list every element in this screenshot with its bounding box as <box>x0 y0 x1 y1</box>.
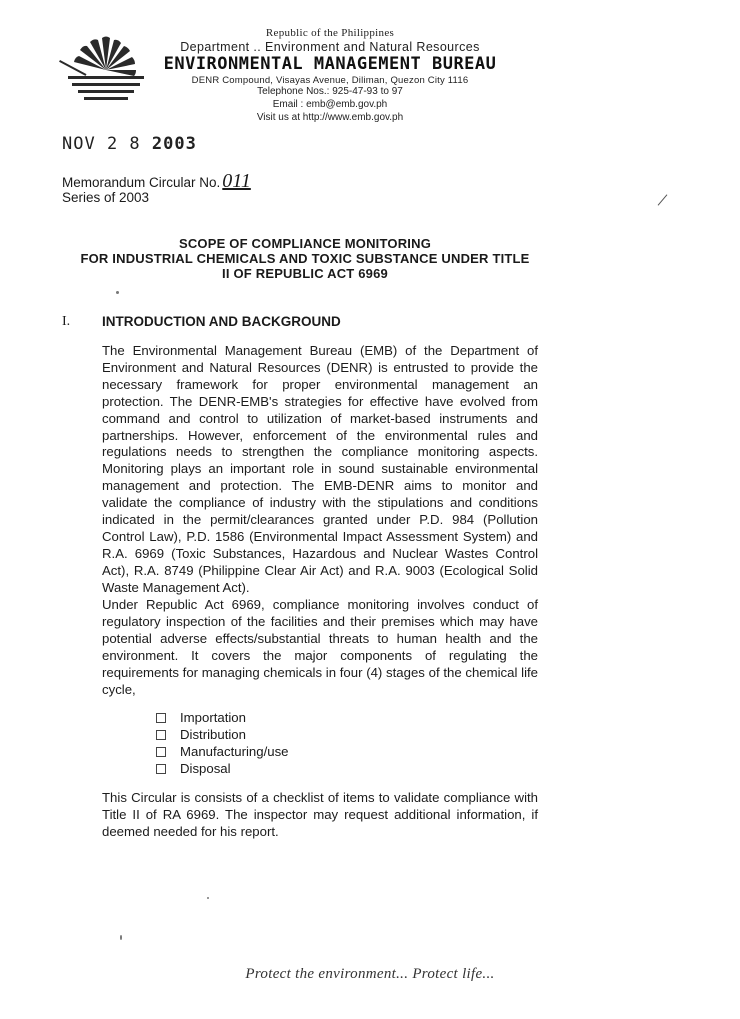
stage-label: Disposal <box>180 761 231 776</box>
letterhead-telephone: Telephone Nos.: 925-47-93 to 97 <box>257 86 403 97</box>
stage-label: Importation <box>180 710 246 725</box>
memo-label: Memorandum Circular No. <box>62 175 221 190</box>
scan-speck <box>207 897 209 899</box>
checkbox-square-icon <box>156 747 166 757</box>
scan-mark <box>658 194 668 205</box>
section-number: I. <box>62 314 71 329</box>
stage-label: Distribution <box>180 727 246 742</box>
checkbox-square-icon <box>156 713 166 723</box>
chemical-lifecycle-stages-list <box>156 709 289 777</box>
emb-logo-icon <box>58 30 154 112</box>
paragraph-ra6969: Under Republic Act 6969, compliance monitoring involves conduct of regulatory inspection of the facilities and their premises which may have potential adverse effects/substantial threats to human health and the environment. It covers the major components of regulating the requirements for managing chemicals in four (4) stages of the chemical life cycle, <box>102 597 538 697</box>
document-title-line-3: II OF REPUBLIC ACT 6969 <box>222 266 388 281</box>
checkbox-square-icon <box>156 730 166 740</box>
list-item <box>156 743 289 760</box>
letterhead-bureau: ENVIRONMENTAL MANAGEMENT BUREAU <box>163 54 497 74</box>
letterhead-email: Email : emb@emb.gov.ph <box>272 99 388 110</box>
scan-speck <box>120 935 122 940</box>
date-stamp-day: NOV 2 8 <box>62 134 141 154</box>
scan-speck <box>116 291 119 294</box>
letterhead-republic: Republic of the Philippines <box>265 27 395 39</box>
memo-series: Series of 2003 <box>62 190 150 205</box>
list-item <box>156 760 289 777</box>
document-title-line-1: SCOPE OF COMPLIANCE MONITORING <box>178 236 432 251</box>
date-stamp-year: 2003 <box>151 134 197 154</box>
paragraph-introduction: The Environmental Management Bureau (EMB) of the Department of Environment and Natural Resources (DENR) is entrusted to provide the necessary framework for proper environmental management an protection. The DENR-EMB's strategies for effective have evolved from command and control to utilization of market-based instruments and partnerships. However, enforcement of the environmental rules and regulations needs to strengthen the compliance monitoring aspects. Monitoring plays an important role in sound sustainable environmental management and protection. The EMB-DENR aims to monitor and validate the compliance of industry with the stipulations and conditions indicated in the permit/clearances granted under P.D. 984 (Pollution Control Law), P.D. 1586 (Environmental Impact Assessment System) and R.A. 6969 (Toxic Substances, Hazardous and Nuclear Wastes Control Act), R.A. 8749 (Philippine Clear Air Act) and R.A. 9003 (Ecological Solid Waste Management Act). <box>102 343 538 595</box>
date-stamp <box>62 134 197 154</box>
checkbox-square-icon <box>156 764 166 774</box>
letterhead-address: DENR Compound, Visayas Avenue, Diliman, Quezon City 1116 <box>191 75 469 86</box>
list-item <box>156 709 289 726</box>
stage-label: Manufacturing/use <box>180 744 289 759</box>
letterhead-department: Department .. Environment and Natural Resources <box>180 40 480 54</box>
paragraph-circular-scope: This Circular is consists of a checklist of items to validate compliance with Title II of RA 6969. The inspector may request additional information, if deemed needed for his report. <box>102 790 538 839</box>
list-item <box>156 726 289 743</box>
section-heading: INTRODUCTION AND BACKGROUND <box>102 314 341 329</box>
footer-slogan: Protect the environment... Protect life... <box>245 966 495 982</box>
letterhead-website: Visit us at http://www.emb.gov.ph <box>256 112 404 123</box>
memo-number: 011 <box>222 170 251 192</box>
document-title-line-2: FOR INDUSTRIAL CHEMICALS AND TOXIC SUBSTANCE UNDER TITLE <box>80 251 530 266</box>
